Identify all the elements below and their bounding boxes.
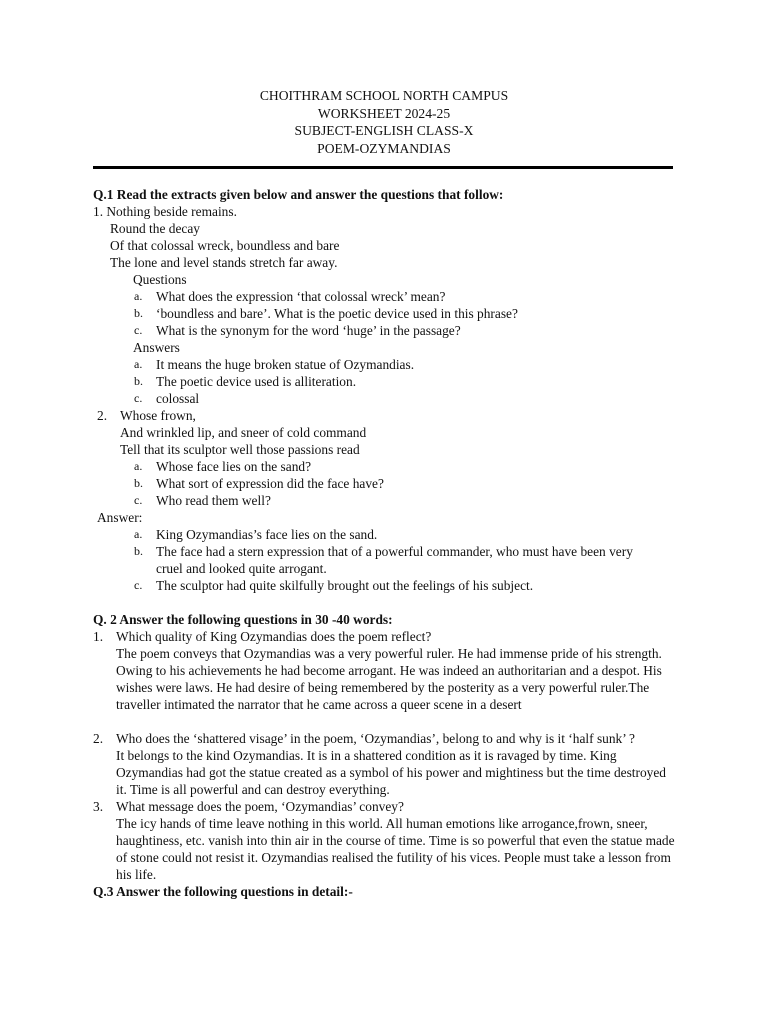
list-item: c. colossal [134, 391, 200, 406]
list-item: b. What sort of expression did the face have? [134, 476, 384, 491]
list-item: b. The face had a stern expression that of a powerful commander, who must have been very cruel and looked quite arrogant. [134, 544, 633, 576]
extract2-line2: And wrinkled lip, and sneer of cold command [120, 425, 367, 440]
list-item: c. What is the synonym for the word ‘huge’ in the passage? [134, 323, 461, 338]
q2-answer: The icy hands of time leave nothing in this world. All human emotions like arrogance,frown, sneer, haughtiness, etc. vanish into thin air in the course of time. Time is so powerful that even the statue made of stone could not resist it. Ozymandias realised the futility of his vices. People must take a lesson from his life. [116, 816, 675, 882]
list-item: b. The poetic device used is alliteration. [134, 374, 357, 389]
q2-answer: It belongs to the kind Ozymandias. It is in a shattered condition as it is ravaged by time. King Ozymandias had got the statue created as a symbol of his power and mightiness but the time destroyed it. Time is all powerful and can destroy everything. [116, 748, 666, 797]
q2-question: Which quality of King Ozymandias does the poem reflect? [116, 629, 432, 644]
header-divider [93, 166, 673, 169]
q3-heading: Q.3 Answer the following questions in detail:- [93, 884, 353, 899]
document-header [0, 87, 768, 157]
spacer [93, 594, 678, 611]
extract1-line4: The lone and level stands stretch far away. [110, 255, 338, 270]
list-item: a. King Ozymandias’s face lies on the sand. [134, 527, 378, 542]
q2-answer: The poem conveys that Ozymandias was a very powerful ruler. He had immense pride of his strength. Owing to his achievements he had become arrogant. He was indeed an authoritarian and a despot. His wishes were laws. He had desire of being remembered by the posterity as a very powerful ruler.The traveller intimated the narrator that he came across a queer scene in a desert [116, 646, 662, 712]
q2-heading: Q. 2 Answer the following questions in 30 -40 words: [93, 612, 393, 627]
list-item: a. It means the huge broken statue of Ozymandias. [134, 357, 415, 372]
extract2-answer-label: Answer: [97, 510, 143, 525]
school-name: CHOITHRAM SCHOOL NORTH CAMPUS [259, 88, 509, 103]
list-item: a. Whose face lies on the sand? [134, 459, 312, 474]
extract1-line1: 1. Nothing beside remains. [93, 204, 237, 219]
poem-title: POEM-OZYMANDIAS [317, 140, 451, 156]
q1-heading: Q.1 Read the extracts given below and answer the questions that follow: [93, 187, 504, 202]
q2-question: Who does the ‘shattered visage’ in the poem, ‘Ozymandias’, belong to and why is it ‘half sunk’ ? [116, 731, 635, 746]
spacer [93, 713, 678, 730]
extract1-answers-label: Answers [133, 340, 180, 355]
q2-item-3: 3. What message does the poem, ‘Ozymandias’ convey? The icy hands of time leave nothing in this world. All human emotions like arrogance,frown, sneer, haughtiness, etc. vanish into thin air in the course of time. Time is so powerful that even the statue made of stone could not resist it. Ozymandias realised the futility of his vices. People must take a lesson from his life. [93, 798, 678, 883]
q2-item-2: 2. Who does the ‘shattered visage’ in the poem, ‘Ozymandias’, belong to and why is it ‘half sunk’ ? It belongs to the kind Ozymandias. It is in a shattered condition as it is ravaged by time. King Ozymandias had got the statue created as a symbol of his power and mightiness but the time destroyed it. Time is all powerful and can destroy everything. [93, 730, 678, 798]
q2-item-1: 1. Which quality of King Ozymandias does the poem reflect? The poem conveys that Ozymandias was a very powerful ruler. He had immense pride of his strength. Owing to his achievements he had become arrogant. He was indeed an authoritarian and a despot. His wishes were laws. He had desire of being remembered by the posterity as a very powerful ruler.The traveller intimated the narrator that he came across a queer scene in a desert [93, 628, 678, 713]
list-item: b. ‘boundless and bare’. What is the poetic device used in this phrase? [134, 306, 518, 321]
worksheet-title: WORKSHEET 2024-25 [317, 105, 451, 121]
list-item: a. What does the expression ‘that colossal wreck’ mean? [134, 289, 446, 304]
extract1-questions-label: Questions [133, 272, 187, 287]
extract2-line3: Tell that its sculptor well those passions read [120, 442, 360, 457]
list-item: c. The sculptor had quite skilfully brought out the feelings of his subject. [134, 578, 534, 593]
worksheet-body [93, 186, 678, 900]
extract2-line1: 2. Whose frown, [97, 408, 196, 423]
list-item: c. Who read them well? [134, 493, 271, 508]
q2-question: What message does the poem, ‘Ozymandias’ convey? [116, 799, 404, 814]
extract1-line2: Round the decay [110, 221, 200, 236]
subject-line: SUBJECT-ENGLISH CLASS-X [294, 123, 474, 138]
extract1-line3: Of that colossal wreck, boundless and bare [110, 238, 340, 253]
